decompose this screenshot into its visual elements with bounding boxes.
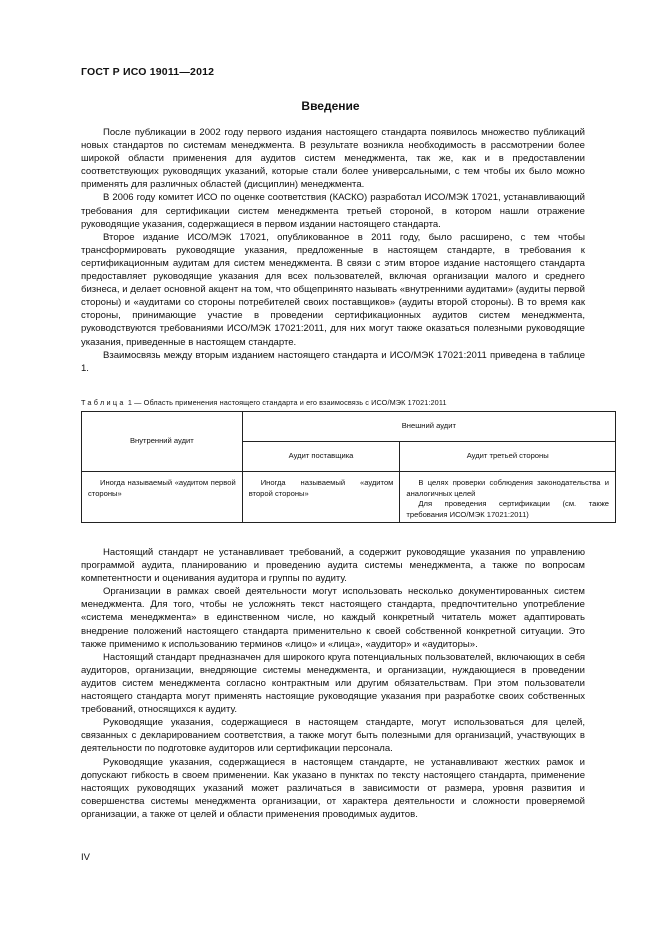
header-third-party-audit: Аудит третьей стороны: [400, 442, 616, 472]
scope-table: [81, 411, 616, 523]
cell-text: В целях проверки соблюдения законодательства и аналогичных целей: [406, 478, 609, 498]
paragraph: Настоящий стандарт предназначен для широкого круга потенциальных пользователей, включающих в себя аудиторов, организации, внедряющие системы менеджмента, и организации, нуждающиеся в проведении аудитов систем менеджмента согласно контрактным или другим обязательствам. При этом пользователи настоящего стандарта могут применять настоящие руководящие указания при разработке своих собственных требований, относящихся к аудиту.: [81, 651, 585, 716]
header-internal-audit: Внутренний аудит: [82, 412, 243, 472]
cell-text: Иногда называемый «аудитом первой стороны»: [88, 478, 236, 498]
paragraph: Взаимосвязь между вторым изданием настоящего стандарта и ИСО/МЭК 17021:2011 приведена в таблице 1.: [81, 349, 585, 374]
paragraph: Второе издание ИСО/МЭК 17021, опубликованное в 2011 году, было расширено, с тем чтобы трансформировать руководящие указания, предложенные в настоящем стандарте, в требования к сертификационным аудитам для систем менеджмента. В связи с этим второе издание настоящего стандарта предоставляет руководящие указания для всех пользователей, включая организации малого и среднего бизнеса, и делает основной акцент на том, что общепринято называть «внутренними аудитами» (аудиты первой стороны) и «аудитами со стороны потребителей своих поставщиков» (аудиты второй стороны). В то время как стороны, принимающие участие в проведении сертификационных аудитов систем менеджмента, руководствуются требованиями ИСО/МЭК 17021:2011, для них могут также оказаться полезными руководящие указания, приведенные в настоящем стандарте.: [81, 231, 585, 348]
paragraph: Настоящий стандарт не устанавливает требований, а содержит руководящие указания по управлению программой аудита, планированию и проведению аудита системы менеджмента, а также по вопросам компетентности и оценивания аудитора и группы по аудиту.: [81, 547, 585, 585]
cell-text: Для проведения сертификации (см. также требования ИСО/МЭК 17021:2011): [406, 499, 609, 519]
paragraph: Руководящие указания, содержащиеся в настоящем стандарте, не устанавливают жестких рамок и допускают гибкость в своем применении. Как указано в пунктах по тексту настоящего стандарта, применение настоящих руководящих указаний может различаться в зависимости от размера, уровня развития и совершенства системы менеджмента организации, от характера деятельности и сложности проверяемой организации, а также от целей и области применения проводимых аудитов.: [81, 756, 585, 820]
intro-text: [81, 126, 585, 375]
cell-text: Иногда называемый «аудитом второй стороны»: [248, 478, 394, 498]
header-supplier-audit: Аудит поставщика: [242, 442, 400, 472]
table-caption: [81, 398, 447, 407]
page-number: IV: [81, 852, 90, 863]
header-external-audit: Внешний аудит: [242, 412, 615, 442]
table-caption-text: 1 — Область применения настоящего стандарта и его взаимосвязь с ИСО/МЭК 17021:2011: [127, 398, 447, 407]
cell-third-party-audit: [400, 472, 616, 523]
cell-internal-audit: [82, 472, 243, 523]
document-header: ГОСТ Р ИСО 19011—2012: [81, 66, 215, 78]
paragraph: Руководящие указания, содержащиеся в настоящем стандарте, могут использоваться для целей, связанных с декларированием соответствия, а также могут быть полезными для организаций, участвующих в деятельности по подготовке аудиторов или сертификации персонала.: [81, 717, 585, 755]
paragraph: Организации в рамках своей деятельности могут использовать несколько документированных систем менеджмента. Для того, чтобы не усложнять текст настоящего стандарта, предпочтительно употребление «система менеджмента» в единственном числе, но каждый конкретный читатель может адаптировать внедрение положений настоящего стандарта применительно к своей собственной конкретной ситуации. Это также применимо к использованию терминов «лицо» и «лица», «аудитор» и «аудиторы».: [81, 586, 585, 650]
table-caption-label: Таблица: [81, 398, 126, 407]
section-title: Введение: [301, 99, 360, 113]
paragraph: После публикации в 2002 году первого издания настоящего стандарта появилось множество публикаций новых стандартов по системам менеджмента. В результате возникла необходимость в рассмотрении более широкой области применения для аудитов систем менеджмента, так же, как и в предоставлении соответствующих руководящих указаний, которые стали более универсальными, с тем чтобы их было можно применять для различных областей (дисциплин) менеджмента.: [81, 127, 585, 191]
paragraph: В 2006 году комитет ИСО по оценке соответствия (КАСКО) разработал ИСО/МЭК 17021, устанавливающий требования для сертификации систем менеджмента третьей стороной, в котором нашли отражение руководящие указания, содержащиеся в первом издании настоящего стандарта.: [81, 192, 585, 230]
body-text: [81, 546, 585, 821]
cell-supplier-audit: [242, 472, 400, 523]
